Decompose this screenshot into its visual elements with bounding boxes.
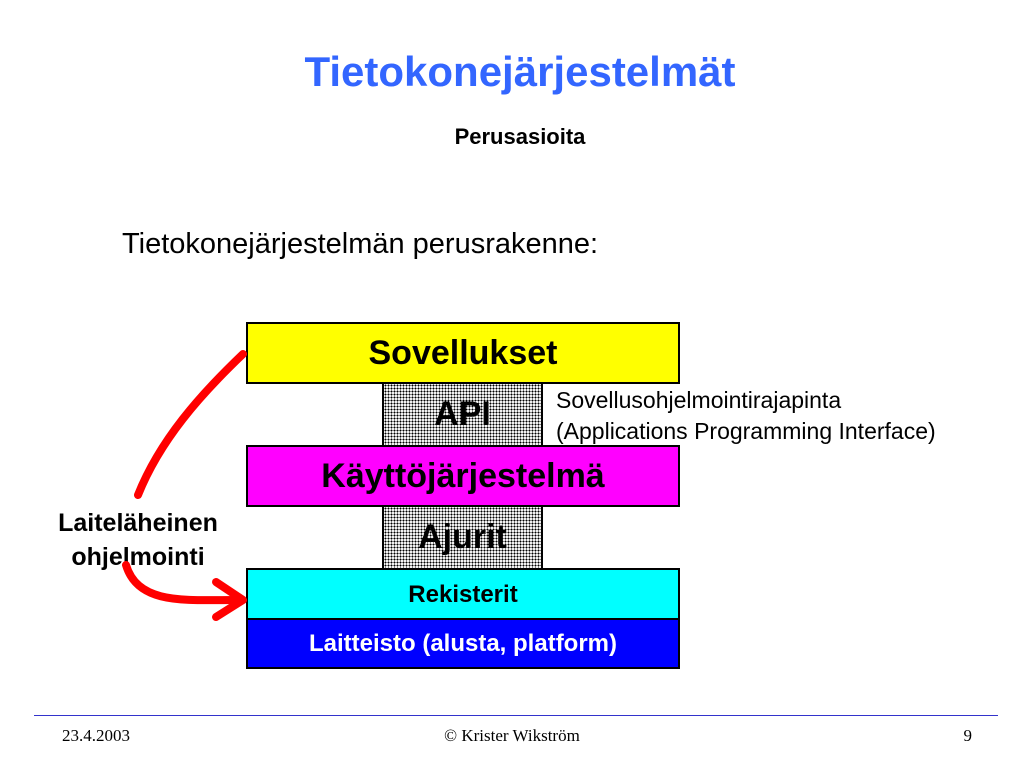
hardware-layer	[246, 618, 680, 669]
api-description	[556, 385, 936, 447]
applications-label: Sovellukset	[368, 333, 558, 372]
side-label-line2: ohjelmointi	[71, 543, 205, 571]
drivers-layer	[382, 507, 543, 568]
arrowhead-icon	[216, 582, 243, 617]
registers-layer	[246, 568, 680, 619]
operating-system-label: Käyttöjärjestelmä	[321, 456, 605, 495]
api-description-line1: Sovellusohjelmointirajapinta	[556, 387, 842, 413]
footer-page-number: 9	[963, 726, 972, 745]
api-label: API	[434, 395, 491, 433]
arrow-curve	[138, 354, 243, 495]
hardware-label: Laitteisto (alusta, platform)	[308, 629, 618, 657]
footer-author: © Krister Wikström	[444, 726, 580, 745]
api-description-line2: (Applications Programming Interface)	[556, 418, 936, 444]
applications-layer	[246, 322, 680, 384]
side-label-line1: Laiteläheinen	[58, 509, 218, 537]
slide-subtitle: Perusasioita	[454, 124, 586, 149]
footer-date: 23.4.2003	[62, 726, 130, 745]
low-level-programming-label	[28, 506, 248, 574]
intro-text: Tietokonejärjestelmän perusrakenne:	[122, 228, 599, 260]
registers-label: Rekisterit	[408, 580, 518, 608]
operating-system-layer	[246, 445, 680, 507]
drivers-label: Ajurit	[418, 518, 507, 556]
api-layer	[382, 384, 543, 445]
footer-divider	[34, 715, 998, 716]
slide-title: Tietokonejärjestelmät	[304, 48, 736, 95]
